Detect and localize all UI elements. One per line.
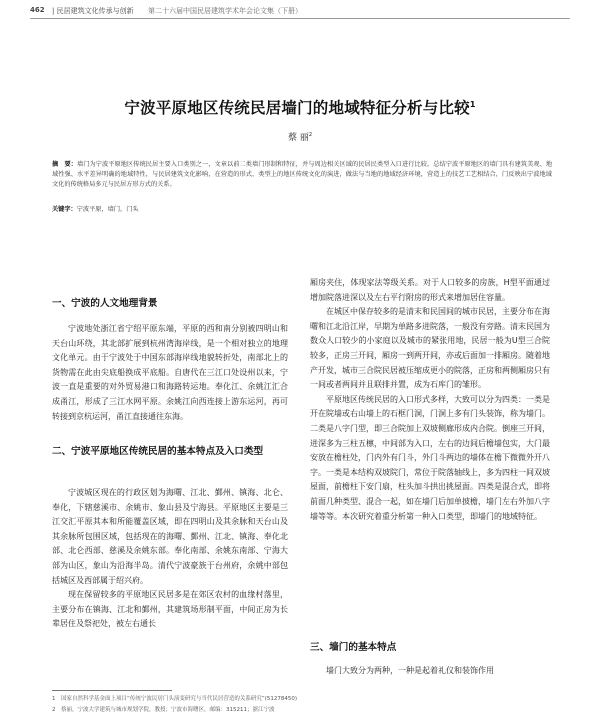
journal-subtitle: 第二十六届中国民居建筑学术年会论文集（下册）: [148, 7, 302, 15]
author: [0, 130, 600, 143]
section-1-body: [52, 322, 288, 424]
abstract-text: 墙门为宁波平原地区传统民居主要入口类别之一，文章以前二类墙门形制和特征，并与周边相关区域的民居民类型入口进行比较。总结宁波平原地区的墙门具有建筑美观、地域性强、水平差异明确的地域特性，与民居建筑文化影响，在营造的形式、类型上的地区传统文化的演进，做法与当地的地域经济环境，营造上的技艺工艺相结合，门反映出宁波地域文化的传统格局多元与民居方形方式的关系。: [52, 161, 553, 188]
paragraph: 厢房夹住，体现家法等级关系。对于人口较多的房族，H型平面通过增加院落进深以及左右平行附房的形式来增加居住容量。: [310, 278, 550, 302]
paragraph: 在城区中保存较多的是清末和民国间的城市民居，主要分布在海曙和江北沿江岸，早期为单路多进院落，一般没有旁路。清末民国为数众人口较少的小家庭以及城市的紧张用地，民居一般为U型三合院较多，正房三开间，厢房一到两开间，亦或后面加一排厢房。随着地产开发，城市三合院民居被压缩成更小的院落，正房和两侧厢房只有一间或者两间并且联排并置，成为石库门的雏形。: [310, 307, 550, 390]
footnote-rule: [52, 690, 172, 691]
section-heading-3: 三、墙门的基本特点: [310, 642, 397, 653]
page-number: 462: [30, 6, 45, 14]
paragraph: 现在保留较多的平原地区民居多是在郊区农村的血缘村落里，主要分布在镇海、江北和鄞州，其建筑场形制平面，中间正房为长辈居住及祭祀处，被左右通长: [52, 590, 288, 629]
keywords: [52, 204, 552, 213]
right-column-body: [310, 276, 550, 524]
keywords-label: 关键字：: [52, 206, 77, 213]
section-3-body: [310, 664, 550, 679]
section-heading-2: 二、宁波平原地区传统民居的基本特点及入口类型: [52, 446, 264, 457]
author-name: 蔡 丽: [287, 133, 309, 143]
author-footnote-mark: 2: [308, 132, 313, 138]
paragraph: 墙门大致分为两种，一种是起着礼仪和装饰作用: [326, 666, 494, 675]
section-2-body: [52, 486, 288, 632]
title-footnote-mark: 1: [469, 99, 476, 109]
paper-title: [0, 96, 600, 118]
abstract: [52, 160, 552, 190]
footnote-2: 2 蔡丽，宁波大学建筑与城市规划学院，教授；宁波市海曙区，邮编：315211；浙江宁波: [52, 707, 275, 713]
journal-name: | 民居建筑文化传承与创新: [52, 7, 134, 15]
paragraph: 宁波地处浙江省宁绍平原东端，平原的西和南分别被四明山和天台山环绕，其北部扩展到杭州湾海岸线，是一个相对独立的地理文化单元。由于宁波处于中国东部海岸线地貌转折处，南部北上的货物需在此由尖底船换成平底船。自唐代在三江口处设州以来，宁波一直是重要的对外贸易港口和海路转运地。奉化江、余姚江汇合成甬江，形成了三江水网平原。余姚江向西连接上游东运河，再可转接到京杭运河，甬江直接通往东海。: [52, 324, 288, 421]
abstract-label: 摘 要：: [52, 161, 78, 168]
paragraph: 平原地区传统民居的入口形式多样，大致可以分为四类：一类是开在院墙或右山墙上的石框门洞，门洞上多有门头装饰，称为墙门。二类是八字门型，即三合院加上双坡侧廊形成内合院。倒座三开间，进深多为三柱五檩，中间部为入口，左右的边间后檐墙包实，大门最安放在檐柱处，门内外有门斗，外门斗两边的墙体在檐下微微外开八字。一类是本结构双坡院门，常位于院落轴线上，多为四柱一间双坡屋面，前檐柱下安门扇，柱头加斗拱出挑屋面。四类是混合式，即将前面几种类型、混合一起，如在墙门后加单披檐，墙门左右外加八字墙等等。本次研究着重分析第一种入口类型，即墙门的地域特征。: [310, 394, 550, 521]
footnote-1: 1 国家自然科学基金面上项目“传统宁波民居门头演变研究与当代民居营造的关系研究”(51278450): [52, 696, 297, 702]
section-heading-1: 一、宁波的人文地理背景: [52, 298, 158, 309]
paper-title-text: 宁波平原地区传统民居墙门的地域特征分析与比较: [124, 99, 470, 117]
header-rule: [30, 18, 570, 19]
paragraph: 宁波城区现在的行政区划为海曙、江北、鄞州、镇海、北仑、奉化，下辖慈溪市、余姚市、象山县及宁海县。平原地区主要是三江交汇平原其本和所能覆盖区域，即在四明山及其余脉和天台山及其余脉所包围区域，包括现在的海曙、鄞州、江北、镇海、奉化北部、北仑西部、慈溪及余姚东部。奉化南部、余姚东南部、宁海大部为山区，象山为沿海半岛。清代宁波豪族于台州府，余姚中部包括城区及西部属于绍兴府。: [52, 488, 288, 585]
keywords-text: 宁波平原，墙门，门头: [76, 206, 139, 213]
